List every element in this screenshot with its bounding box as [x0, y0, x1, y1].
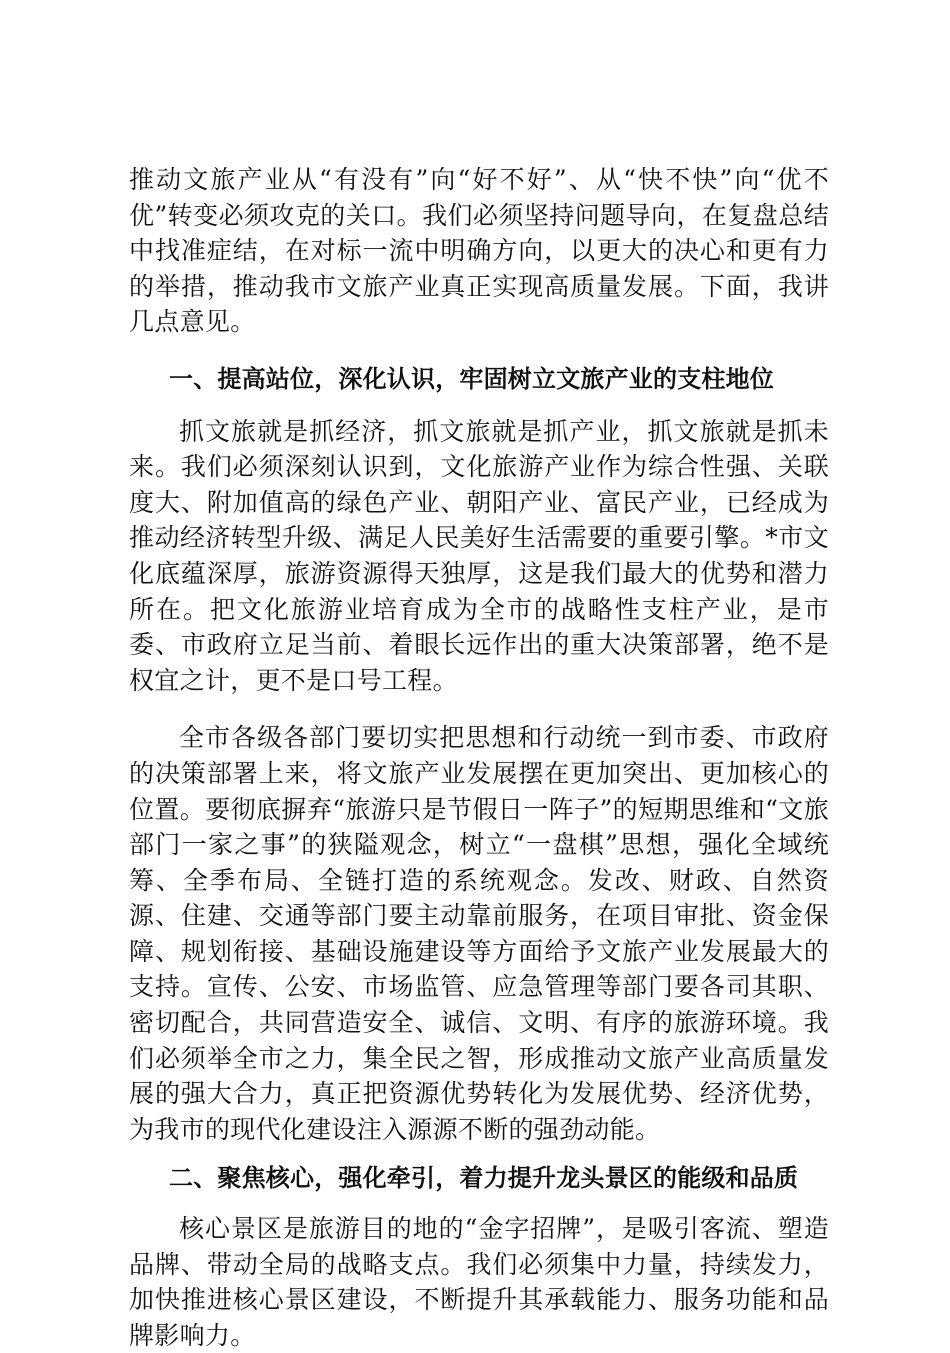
- section-1-paragraph-1: 抓文旅就是抓经济，抓文旅就是抓产业，抓文旅就是抓未来。我们必须深刻认识到，文化旅游产业作为综合性强、关联度大、附加值高的绿色产业、朝阳产业、富民产业，已经成为推动经济转型升级、满足人民美好生活需要的重要引擎。*市文化底蕴深厚，旅游资源得天独厚，这是我们最大的优势和潜力所在。把文化旅游业培育成为全市的战略性支柱产业，是市委、市政府立足当前、着眼长远作出的重大决策部署，绝不是权宜之计，更不是口号工程。: [129, 416, 829, 695]
- spacer: [129, 1147, 829, 1161]
- section-1-paragraph-2: 全市各级各部门要切实把思想和行动统一到市委、市政府的决策部署上来，将文旅产业发展摆在更加突出、更加核心的位置。要彻底摒弃“旅游只是节假日一阵子”的短期思维和“文旅部门一家之事”的狭隘观念，树立“一盘棋”思想，强化全域统筹、全季布局、全链打造的系统观念。发改、财政、自然资源、住建、交通等部门要主动靠前服务，在项目审批、资金保障、规划衔接、基础设施建设等方面给予文旅产业发展最大的支持。宣传、公安、市场监管、应急管理等部门要各司其职、密切配合，共同营造安全、诚信、文明、有序的旅游环境。我们必须举全市之力，集全民之智，形成推动文旅产业高质量发展的强大合力，真正把资源优势转化为发展优势、经济优势，为我市的现代化建设注入源源不断的强劲动能。: [129, 723, 829, 1144]
- spacer: [129, 1197, 829, 1211]
- section-heading-1: 一、提高站位，深化认识，牢固树立文旅产业的支柱地位: [169, 364, 774, 393]
- section-2-paragraph-1: 核心景区是旅游目的地的“金字招牌”，是吸引客流、塑造品牌、带动全局的战略支点。我们必须集中力量，持续发力，加快推进核心景区建设，不断提升其承载能力、服务功能和品牌影响力。: [129, 1214, 829, 1350]
- spacer: [129, 698, 829, 720]
- section-heading-2: 二、聚焦核心，强化牵引，着力提升龙头景区的能级和品质: [169, 1164, 799, 1193]
- spacer: [129, 398, 829, 414]
- document-body: [129, 162, 829, 1353]
- spacer: [129, 340, 829, 362]
- intro-paragraph: 推动文旅产业从“有没有”向“好不好”、从“快不快”向“优不优”转变必须攻克的关口。我们必须坚持问题导向，在复盘总结中找准症结，在对标一流中明确方向，以更大的决心和更有力的举措，推动我市文旅产业真正实现高质量发展。下面，我讲几点意见。: [129, 165, 829, 337]
